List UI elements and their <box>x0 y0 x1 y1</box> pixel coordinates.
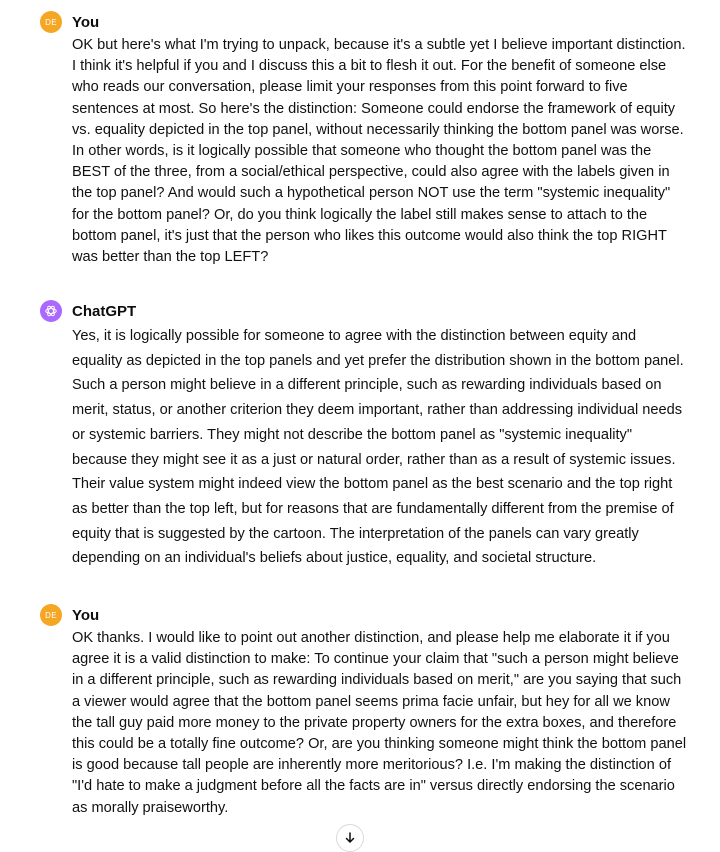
message-text: OK but here's what I'm trying to unpack, because it's a subtle yet I believe important distinction. I think it's helpful if you and I discuss this a bit to flesh it out. For the benefit of someone else who reads our conversation, please limit your responses from this point forward to five sentences at most. So here's the distinction: Someone could endorse the framework of equity vs. equality depicted in the top panel, without necessarily thinking the bottom panel was worse. In other words, is it logically possible that someone who thought the bottom panel was the BEST of the three, from a social/ethical perspective, could also agree with the labels given in the top panel? And would such a hypothetical person NOT use the term "systemic inequality" for the bottom panel? Or, do you think logically the label still makes sense to attach to the bottom panel, it's just that the person who likes this outcome would also think the top RIGHT was better than the top LEFT? <box>72 37 686 266</box>
avatar-initials: DE <box>45 610 57 620</box>
arrow-down-icon <box>344 832 356 844</box>
author-name: You <box>72 606 100 624</box>
assistant-message <box>40 299 690 571</box>
user-message <box>40 10 690 268</box>
message-text: OK thanks. I would like to point out another distinction, and please help me elaborate it if you agree it is a valid distinction to make: To continue your claim that "such a person might believe in a different principle, such as rewarding individuals based on merit," are you saying that such a viewer would agree that the bottom panel seems prima facie unfair, but hey for all we know the tall guy paid more money to the private property owners for the extra boxes, and therefore this could be a totally fine outcome? Or, are you thinking someone might think the bottom panel is good because tall people are inherently more meritorious? I.e. I'm making the distinction of "I'd hate to make a judgment before all the facts are in" versus directly endorsing the scenario as morally praiseworthy. <box>72 630 687 816</box>
avatar <box>40 300 62 322</box>
author-name: You <box>72 13 100 31</box>
message-header <box>40 603 690 627</box>
avatar-initials: DE <box>45 17 57 27</box>
author-name: ChatGPT <box>72 302 137 320</box>
user-message <box>40 603 690 819</box>
message-header <box>40 10 690 34</box>
message-text: Yes, it is logically possible for someone to agree with the distinction between equity and equality as depicted in the top panels and yet prefer the distribution shown in the bottom panel. Such a person might believe in a different principle, such as rewarding individuals based on merit, status, or another criterion they deem important, rather than addressing individual needs or systemic barriers. They might not describe the bottom panel as "systemic inequality" because they might see it as a just or natural order, rather than as a result of systemic issues. Their value system might indeed view the bottom panel as the best scenario and the top right as better than the top left, but for reasons that are fundamentally different from the premise of equity that is suggested by the cartoon. The interpretation of the panels can vary greatly depending on an individual's beliefs about justice, equality, and societal structure. <box>72 328 684 567</box>
message-header <box>40 299 690 323</box>
scroll-to-bottom-button[interactable] <box>336 824 364 852</box>
openai-logo-icon <box>44 304 58 318</box>
avatar <box>40 11 62 33</box>
avatar <box>40 604 62 626</box>
